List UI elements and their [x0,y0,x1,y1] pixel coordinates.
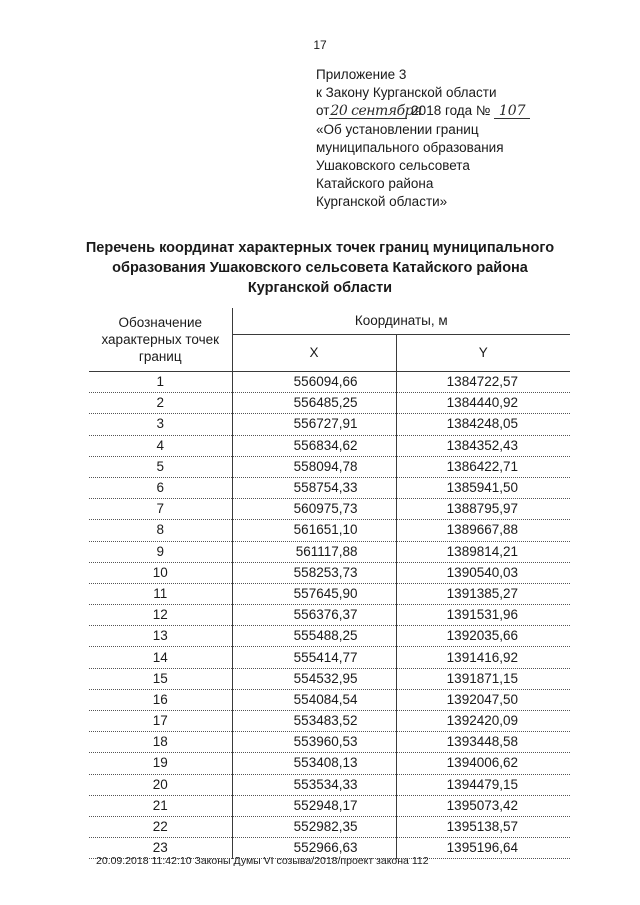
x-coordinate-cell: 560975,73 [232,499,396,520]
y-coordinate-cell: 1390540,03 [396,562,570,583]
y-coordinate-cell: 1392035,66 [396,626,570,647]
y-coordinate-cell: 1395196,64 [396,838,570,859]
y-coordinate-cell: 1395073,42 [396,795,570,816]
coordinates-table [89,308,570,859]
appendix-line-1: Приложение 3 [316,67,407,82]
title-line-3: Курганской области [247,280,393,296]
point-number-cell: 19 [89,753,232,774]
point-number-cell: 8 [89,520,232,541]
x-coordinate-cell: 555414,77 [232,647,396,668]
title-line-1: Перечень координат характерных точек границ муниципального [85,240,555,256]
appendix-line-5: муниципального образования [316,139,504,155]
table-row [89,711,570,732]
table-row [89,477,570,498]
table-row [89,520,570,541]
table-row [89,372,570,393]
x-coordinate-cell: 558094,78 [232,456,396,477]
y-coordinate-cell: 1392420,09 [396,711,570,732]
x-coordinate-cell: 553960,53 [232,732,396,753]
appendix-block [316,66,616,212]
point-number-cell: 12 [89,605,232,626]
point-number-cell: 6 [89,477,232,498]
point-number-cell: 4 [89,435,232,456]
x-coordinate-cell: 553408,13 [232,753,396,774]
x-coordinate-cell: 556094,66 [232,372,396,393]
point-number-cell: 15 [89,668,232,689]
x-coordinate-cell: 553534,33 [232,774,396,795]
y-coordinate-cell: 1391416,92 [396,647,570,668]
x-coordinate-cell: 552948,17 [232,795,396,816]
appendix-date-line [316,102,616,120]
y-coordinate-cell: 1384352,43 [396,435,570,456]
y-coordinate-cell: 1388795,97 [396,499,570,520]
appendix-line-4: «Об установлении границ [316,121,479,137]
x-coordinate-cell: 558253,73 [232,562,396,583]
x-coordinate-cell: 554084,54 [232,689,396,710]
y-coordinate-cell: 1394479,15 [396,774,570,795]
document-title [60,238,580,298]
appendix-line-2: к Закону Курганской области [316,85,497,101]
x-coordinate-cell: 552966,63 [232,838,396,859]
table-row [89,562,570,583]
table-row [89,795,570,816]
x-coordinate-cell: 561117,88 [232,541,396,562]
header-coordinates: Координаты, м [232,308,570,335]
y-coordinate-cell: 1389667,88 [396,520,570,541]
header-designation-line-3: границ [138,349,182,364]
y-coordinate-cell: 1384248,05 [396,414,570,435]
y-coordinate-cell: 1384440,92 [396,393,570,414]
table-row [89,414,570,435]
y-coordinate-cell: 1395138,57 [396,816,570,837]
appendix-line-8: Курганской области» [316,194,448,210]
table-row [89,499,570,520]
appendix-line-7: Катайского района [316,176,434,192]
point-number-cell: 22 [89,816,232,837]
point-number-cell: 23 [89,838,232,859]
x-coordinate-cell: 555488,25 [232,626,396,647]
table-row [89,753,570,774]
x-coordinate-cell: 561651,10 [232,520,396,541]
y-coordinate-cell: 1386422,71 [396,456,570,477]
table-row [89,689,570,710]
table-row [89,774,570,795]
point-number-cell: 21 [89,795,232,816]
point-number-cell: 1 [89,372,232,393]
y-coordinate-cell: 1391385,27 [396,583,570,604]
table-row [89,668,570,689]
table-row [89,732,570,753]
handwritten-date: 20 сентября [330,103,422,120]
point-number-cell: 2 [89,393,232,414]
point-number-cell: 13 [89,626,232,647]
x-coordinate-cell: 553483,52 [232,711,396,732]
x-coordinate-cell: 557645,90 [232,583,396,604]
x-coordinate-cell: 554532,95 [232,668,396,689]
x-coordinate-cell: 556834,62 [232,435,396,456]
x-coordinate-cell: 556376,37 [232,605,396,626]
x-coordinate-cell: 552982,35 [232,816,396,837]
point-number-cell: 5 [89,456,232,477]
point-number-cell: 18 [89,732,232,753]
x-coordinate-cell: 556727,91 [232,414,396,435]
table-row [89,816,570,837]
y-coordinate-cell: 1391531,96 [396,605,570,626]
header-designation [89,308,232,372]
table-row [89,583,570,604]
y-coordinate-cell: 1394006,62 [396,753,570,774]
y-coordinate-cell: 1392047,50 [396,689,570,710]
x-coordinate-cell: 558754,33 [232,477,396,498]
y-coordinate-cell: 1384722,57 [396,372,570,393]
date-suffix: 2018 года № [411,103,491,119]
table-row [89,456,570,477]
table-row [89,626,570,647]
appendix-line-6: Ушаковского сельсовета [316,158,470,174]
point-number-cell: 3 [89,414,232,435]
x-coordinate-cell: 556485,25 [232,393,396,414]
point-number-cell: 11 [89,583,232,604]
y-coordinate-cell: 1385941,50 [396,477,570,498]
header-designation-line-1: Обозначение [118,315,202,330]
y-coordinate-cell: 1391871,15 [396,668,570,689]
page-number: 17 [313,38,327,52]
handwritten-law-number: 107 [494,104,530,119]
point-number-cell: 17 [89,711,232,732]
y-coordinate-cell: 1389814,21 [396,541,570,562]
header-x: X [232,335,396,372]
header-designation-line-2: характерных точек [101,332,220,347]
table-row [89,393,570,414]
table-row [89,605,570,626]
footer-path: 20.09.2018 11:42:10 Законы Думы VI созыва/2018/проект закона 112 [96,855,429,867]
header-y: Y [396,335,570,372]
point-number-cell: 16 [89,689,232,710]
title-line-2: образования Ушаковского сельсовета Катайского района [112,260,528,276]
point-number-cell: 10 [89,562,232,583]
point-number-cell: 20 [89,774,232,795]
point-number-cell: 14 [89,647,232,668]
y-coordinate-cell: 1393448,58 [396,732,570,753]
table-row [89,435,570,456]
point-number-cell: 9 [89,541,232,562]
date-prefix: от [316,103,330,119]
table-row [89,647,570,668]
table-row [89,541,570,562]
point-number-cell: 7 [89,499,232,520]
coordinates-body [89,372,570,859]
